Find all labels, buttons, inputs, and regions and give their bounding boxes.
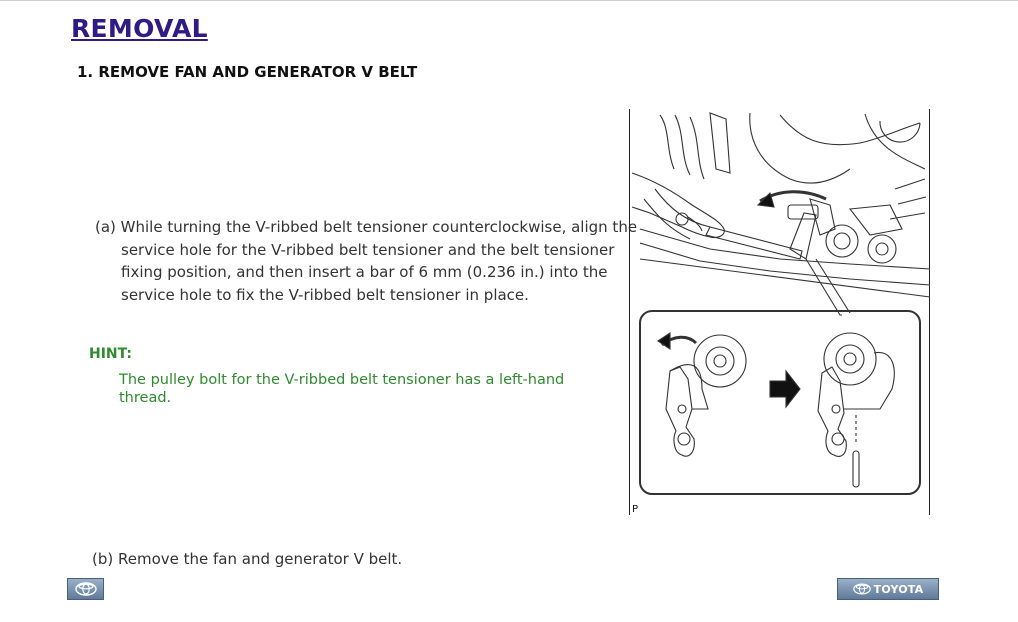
belt-tensioner-illustration bbox=[629, 109, 930, 515]
figure-code: P bbox=[632, 504, 639, 515]
toyota-button[interactable] bbox=[837, 578, 939, 600]
page-heading: REMOVAL bbox=[71, 14, 208, 43]
instruction-a: (a) While turning the V-ribbed belt tensioner counterclockwise, align the service hole for the V-ribbed belt tensioner and the belt tensioner fixing position, and then insert a bar of 6 mm (0.236 in.) into the service hole to fix the V-ribbed belt tensioner in place. bbox=[95, 218, 638, 304]
illustration-drawing bbox=[630, 109, 931, 515]
home-button[interactable] bbox=[67, 578, 104, 600]
toyota-logo-icon bbox=[853, 583, 871, 595]
toyota-logo-icon bbox=[75, 582, 97, 596]
hint-label: HINT: bbox=[89, 346, 133, 362]
hint-text: The pulley bolt for the V-ribbed belt tensioner has a left-hand thread. bbox=[119, 372, 565, 406]
toyota-button-label: TOYOTA bbox=[873, 582, 924, 596]
instruction-b: (b) Remove the fan and generator V belt. bbox=[92, 550, 403, 568]
step-title: 1. REMOVE FAN AND GENERATOR V BELT bbox=[77, 63, 418, 81]
top-divider bbox=[0, 0, 1018, 1]
